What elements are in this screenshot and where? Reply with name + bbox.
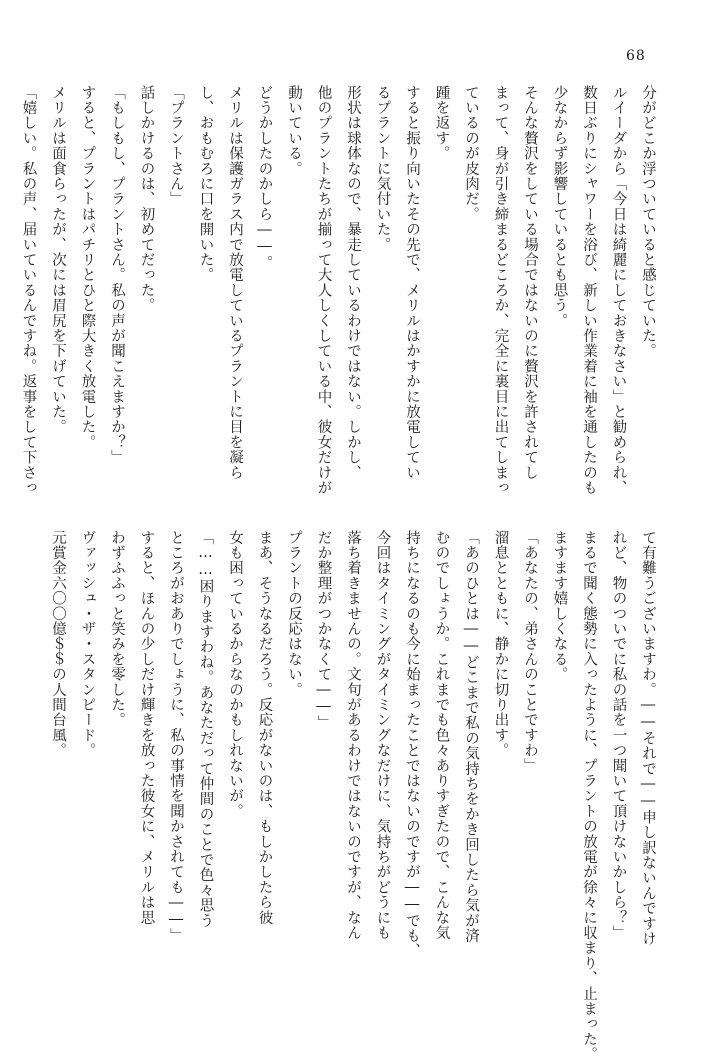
text-line: ルイーダから「今日は綺麗にしておきなさい」と勧められ、 xyxy=(610,85,627,496)
text-line: 元賞金六〇〇億＄＄の人間台風。 xyxy=(50,530,66,758)
text-line: 持ちになるのも今に始まったことではないのですが――でも、 xyxy=(404,530,420,959)
text-line: 少なからず影響しているとも思う。 xyxy=(551,85,568,329)
text-line: 「嬉しい。私の声、届いているんですね。返事をして下さっ xyxy=(20,85,37,496)
text-line: 「あなたの、弟さんのことですわ」 xyxy=(522,530,538,774)
text-line: 「……困りますわね。あなただって仲間のことで色々思う xyxy=(197,530,214,929)
text-line: 他のプラントたちが揃って大人しくしている中、彼女だけが xyxy=(315,85,332,496)
text-line: わずふふっと笑みを零した。 xyxy=(109,530,125,728)
text-line: すると振り向いたその先で、メリルはかすかに放電してい xyxy=(404,85,420,481)
text-line: 「あのひとは――どこまで私の気持ちをかき回したら気が済 xyxy=(463,530,479,944)
text-line: 「もしもし、プラントさん。私の声が聞こえますか？」 xyxy=(109,85,125,465)
text-line: 「プラントさん」 xyxy=(168,85,184,207)
lower-text-block xyxy=(50,530,656,1062)
text-line: 数日ぶりにシャワーを浴び、新しい作業着に袖を通したのも xyxy=(581,85,597,496)
text-line: ているのが皮肉だ。 xyxy=(463,85,479,222)
text-line: すると、ほんの少しだけ輝きを放った彼女に、メリルは思 xyxy=(138,530,155,926)
text-line: まあ、そうなるだろう。反応がないのは、もしかしたら彼 xyxy=(256,530,273,926)
text-line: 今回はタイミングがタイミングなだけに、気持ちがどうにも xyxy=(374,530,391,941)
text-line: すると、プラントはパチリとひと際大きく放電した。 xyxy=(79,85,96,450)
text-line: 溜息とともに、静かに切り出す。 xyxy=(492,530,509,758)
text-line: ところがおありでしょうに、私の事情を聞かされても――」 xyxy=(168,530,184,944)
text-line: メリルは保護ガラス内で放電しているプラントに目を凝ら xyxy=(227,85,243,481)
text-line: 動いている。 xyxy=(286,85,302,177)
text-line: し、おもむろに口を開いた。 xyxy=(197,85,214,283)
text-line: ますます嬉しくなる。 xyxy=(551,530,568,682)
page-number: 68 xyxy=(626,48,646,64)
text-line: 話しかけるのは、初めてだった。 xyxy=(138,85,155,313)
text-line: そんな贅沢をしている場合ではないのに贅沢を許されてし xyxy=(522,85,538,481)
text-line: むのでしょうか。これまでも色々ありすぎたので、こんな気 xyxy=(433,530,450,941)
text-line: 落ち着きませんの。文句があるわけではないのですが、なん xyxy=(345,530,361,941)
upper-text-block xyxy=(20,85,656,510)
text-line: だか整理がつかなくて――」 xyxy=(315,530,332,731)
text-line: て有難うございますわ。――それで――申し訳ないんですけ xyxy=(640,530,656,947)
text-line: るプラントに気付いた。 xyxy=(374,85,391,253)
text-line: 形状は球体なので、暴走しているわけではない。しかし、 xyxy=(345,85,361,481)
text-line: ヴァッシュ・ザ・スタンピード。 xyxy=(79,530,96,758)
text-line: まるで聞く態勢に入ったように、プラントの放電が徐々に収まり、止まった。 xyxy=(581,530,597,1062)
text-line: 踵を返す。 xyxy=(433,85,450,161)
text-line: プラントの反応はない。 xyxy=(286,530,302,698)
text-line: 女も困っているからなのかもしれないが。 xyxy=(227,530,243,819)
text-line: どうかしたのかしら――。 xyxy=(256,85,273,271)
text-line: 分がどこか浮ついていると感じていた。 xyxy=(640,85,656,359)
text-line: まって、身が引き締まるどころか、完全に裏目に出てしまっ xyxy=(492,85,509,496)
text-line: メリルは面食らったが、次には眉尻を下げていた。 xyxy=(50,85,66,435)
text-line: れど、物のついでに私の話を一つ聞いて頂けないかしら？」 xyxy=(610,530,627,941)
